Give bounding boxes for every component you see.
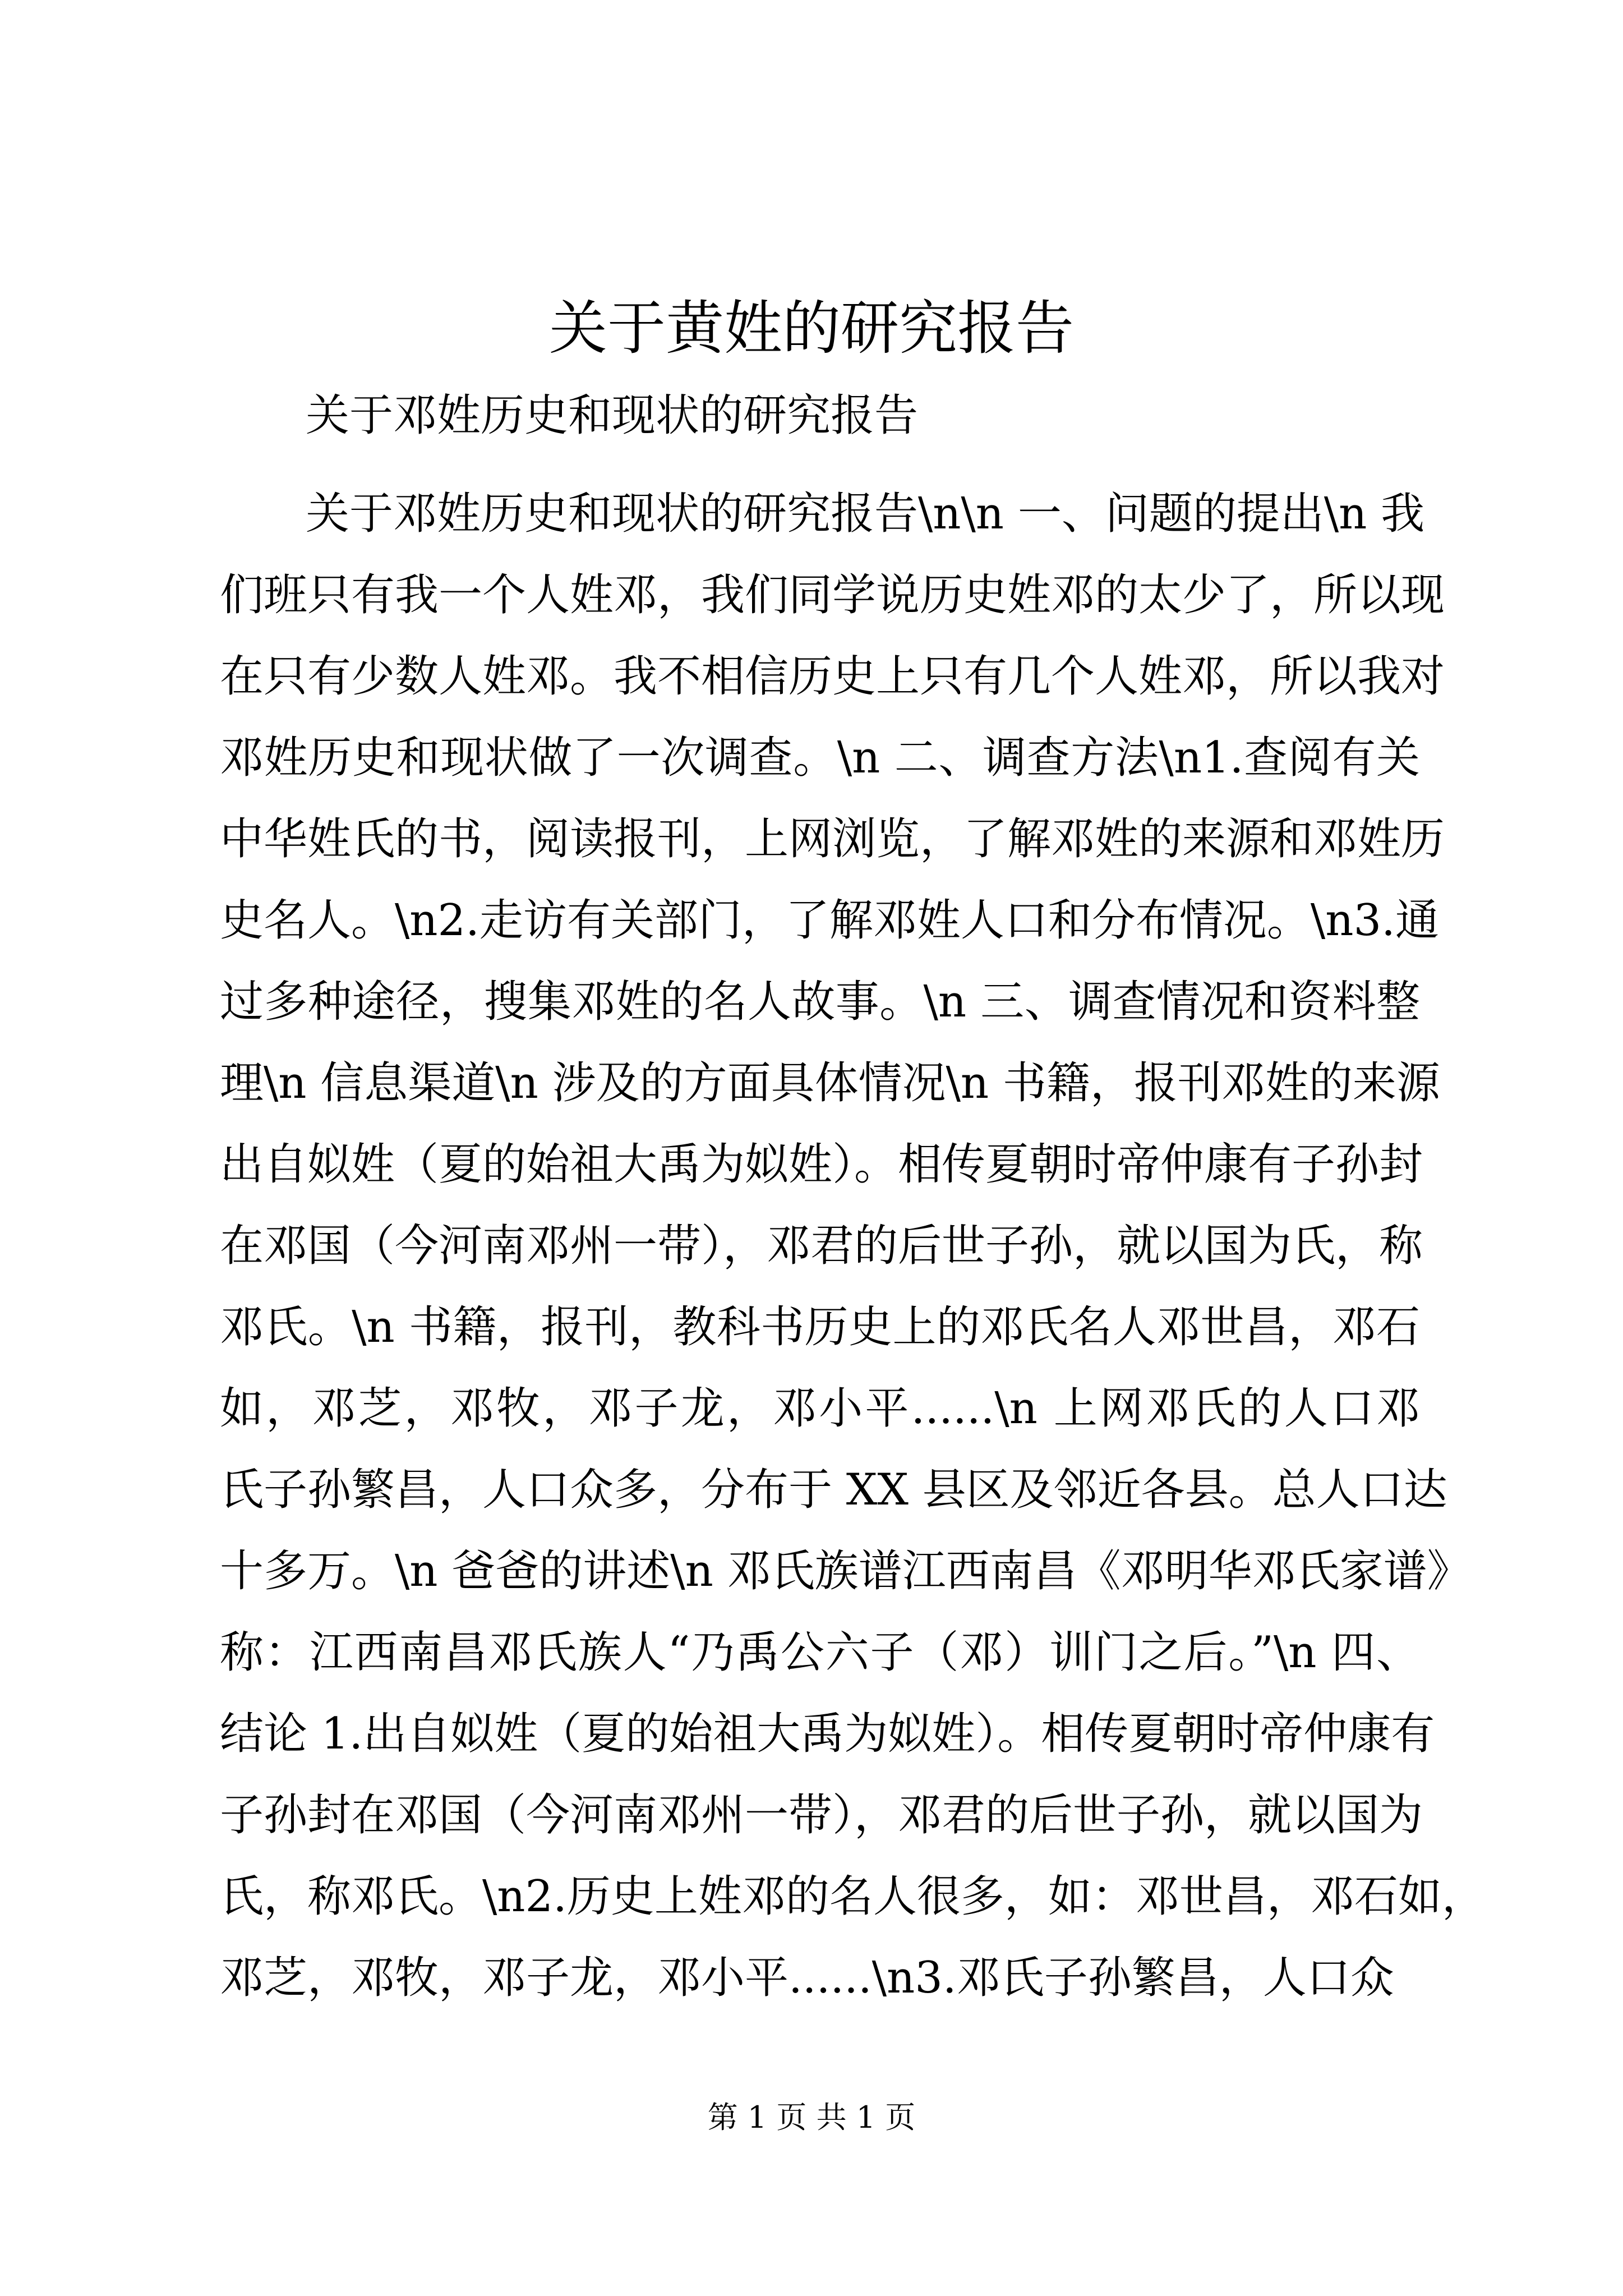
body-line: 出自姒姓（夏的始祖大禹为姒姓）。相传夏朝时帝仲康有子孙封 (220, 1139, 1423, 1190)
body-line: 结论 1.出自姒姓（夏的始祖大禹为姒姓）。相传夏朝时帝仲康有 (220, 1709, 1435, 1759)
body-line: 子孙封在邓国（今河南邓州一带），邓君的后世子孙，就以国为 (220, 1790, 1423, 1841)
page-title: 关于黄姓的研究报告 (548, 294, 1074, 362)
body-line: 在邓国（今河南邓州一带），邓君的后世子孙，就以国为氏，称 (220, 1221, 1423, 1271)
body-line: 邓芝，邓牧，邓子龙，邓小平......\n3.邓氏子孙繁昌，人口众 (220, 1953, 1394, 2003)
body-text (220, 473, 1486, 2019)
body-line: 史名人。\n2.走访有关部门，了解邓姓人口和分布情况。\n3.通 (220, 895, 1439, 946)
body-line: 在只有少数人姓邓。我不相信历史上只有几个人姓邓，所以我对 (220, 651, 1445, 702)
body-line: 如，邓芝，邓牧，邓子龙，邓小平......\n 上网邓氏的人口邓 (220, 1383, 1420, 1434)
body-line: 中华姓氏的书，阅读报刊，上网浏览，了解邓姓的来源和邓姓历 (220, 814, 1445, 864)
body-line: 关于邓姓历史和现状的研究报告\n\n 一、问题的提出\n 我 (306, 489, 1425, 539)
body-line: 称：江西南昌邓氏族人“乃禹公六子（邓）训门之后。”\n 四、 (220, 1627, 1420, 1678)
body-line: 十多万。\n 爸爸的讲述\n 邓氏族谱江西南昌《邓明华邓氏家谱》 (220, 1546, 1471, 1596)
body-line: 氏子孙繁昌，人口众多，分布于 XX 县区及邻近各县。总人口达 (220, 1465, 1447, 1515)
body-line: 邓氏。\n 书籍，报刊，教科书历史上的邓氏名人邓世昌，邓石 (220, 1302, 1420, 1352)
page-footer: 第 1 页 共 1 页 (707, 2100, 916, 2135)
body-line: 过多种途径，搜集邓姓的名人故事。\n 三、调查情况和资料整 (220, 977, 1420, 1027)
body-line: 邓姓历史和现状做了一次调查。\n 二、调查方法\n1.查阅有关 (220, 733, 1420, 783)
subtitle: 关于邓姓历史和现状的研究报告 (306, 390, 919, 441)
body-line: 们班只有我一个人姓邓，我们同学说历史姓邓的太少了，所以现 (220, 570, 1445, 620)
body-line: 氏，称邓氏。\n2.历史上姓邓的名人很多，如：邓世昌，邓石如， (220, 1871, 1486, 1922)
body-line: 理\n 信息渠道\n 涉及的方面具体情况\n 书籍，报刊邓姓的来源 (220, 1058, 1440, 1108)
